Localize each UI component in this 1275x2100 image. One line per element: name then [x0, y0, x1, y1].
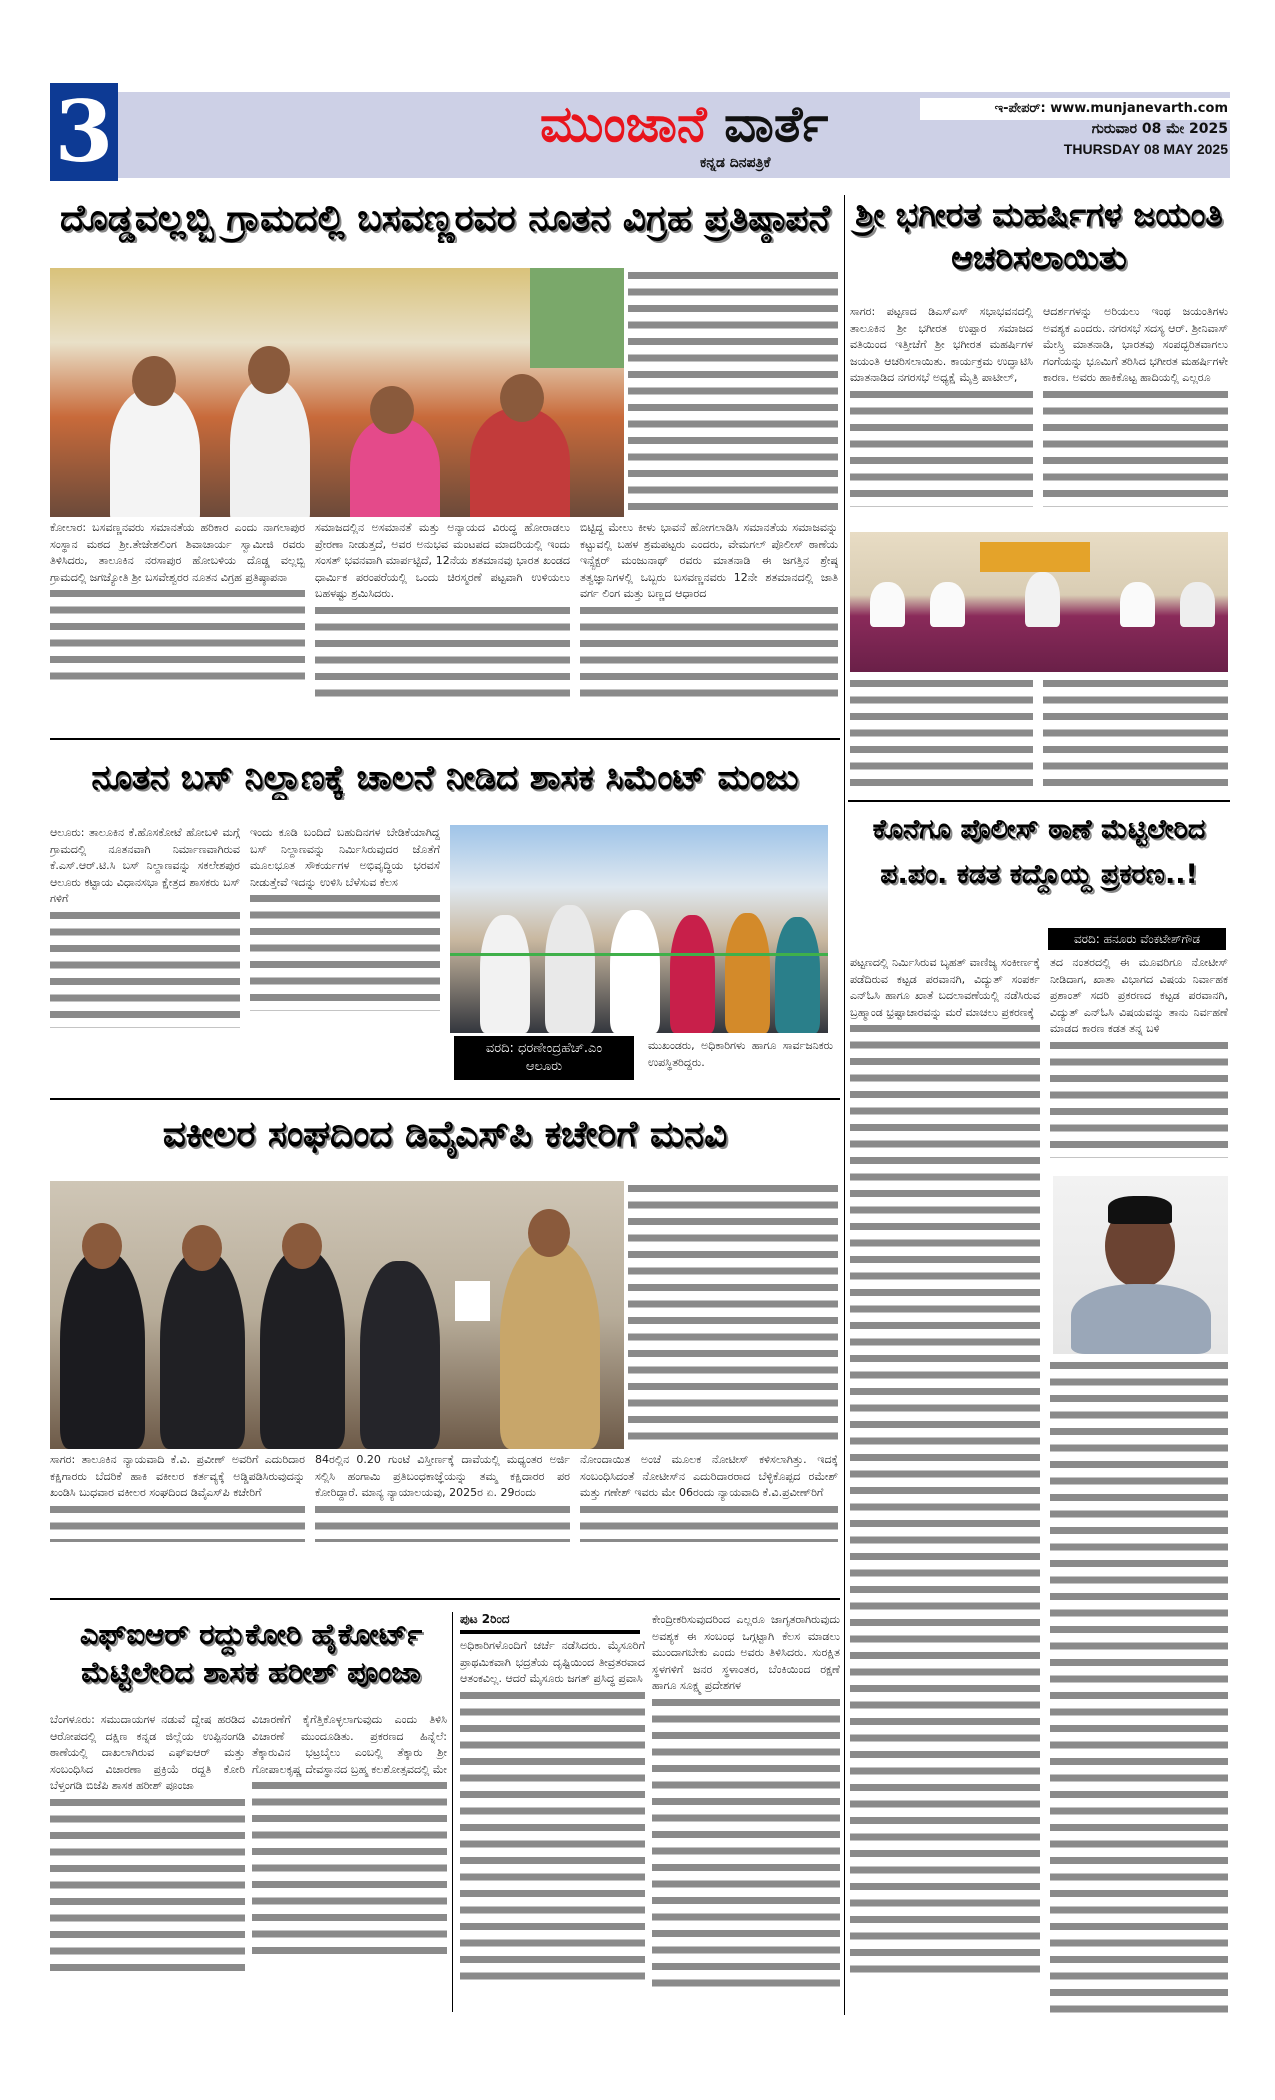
bus-column-1: ಆಲೂರು: ತಾಲೂಕಿನ ಕೆ.ಹೊಸಕೋಟೆ ಹೋಬಳಿ ಮಗ್ಗೆ ಗ್ರಾಮದಲ್ಲಿ ನೂತನವಾಗಿ ನಿರ್ಮಾಣವಾಗಿರುವ ಕೆ.ಎಸ್.ಆರ್.ಟಿ.ಸಿ ಬಸ್ ನಿಲ್ದಾಣವನ್ನು ಸಕಲೇಶಪುರ ಆಲೂರು ಕಟ್ಟಾಯ ವಿಧಾನಸಭಾ ಕ್ಷೇತ್ರದ ಶಾಸಕರು ಬಸ್ ಗಳಿಗೆ: [50, 825, 240, 1080]
photo-bhagiratha-jayanthi: [850, 532, 1228, 672]
divider: [50, 738, 840, 740]
advocates-column-1: ಸಾಗರ: ತಾಲೂಕಿನ ನ್ಯಾಯವಾದಿ ಕೆ.ವಿ. ಪ್ರವೀಣ್ ಅವರಿಗೆ ಎದುರಿದಾರ ಕಕ್ಷಿಗಾರರು ಬೆದರಿಕೆ ಹಾಕಿ ವಕೀಲರ ಕರ್ತವ್ಯಕ್ಕೆ ಅಡ್ಡಿಪಡಿಸಿರುವುದನ್ನು ಖಂಡಿಸಿ ಬುಧವಾರ ವಕೀಲರ ಸಂಘದಿಂದ ಡಿವೈಎಸ್‌ಪಿ ಕಚೇರಿಗೆ: [50, 1452, 305, 1592]
headline-line-2: ಪ.ಪಂ. ಕಡತ ಕದ್ದೊಯ್ದ ಪ್ರಕರಣ..!: [880, 859, 1198, 891]
continued-label: ಪುಟ 2ರಿಂದ: [460, 1612, 510, 1626]
divider: [50, 1098, 840, 1100]
bhagiratha-column-2: ಆದರ್ಶಗಳನ್ನು ಅರಿಯಲು ಇಂಥ ಜಯಂತಿಗಳು ಅವಶ್ಯಕ ಎಂದರು. ನಗರಸಭೆ ಸದಸ್ಯ ಆರ್. ಶ್ರೀನಿವಾಸ್ ಮೇಸ್ತ್ರಿ ಮಾತನಾಡಿ, ಭಾರತವು ಸಂಪದ್ಭರಿತವಾಗಲು ಗಂಗೆಯನ್ನು ಭೂಮಿಗೆ ತರಿಸಿದ ಭಗೀರತ ಮಹರ್ಷಿಗಳೇ ಕಾರಣ. ಅವರು ಹಾಕಿಕೊಟ್ಟ ಹಾದಿಯಲ್ಲಿ ಎಲ್ಲರೂ: [1043, 304, 1228, 530]
logo-red-word: ಮುಂಜಾನೆ: [540, 95, 707, 153]
advocates-column-3: ನೋಂದಾಯಿತ ಅಂಚೆ ಮೂಲಕ ನೋಟೀಸ್ ಕಳಿಸಲಾಗಿತ್ತು. ಇದಕ್ಕೆ ಸಂಬಂಧಿಸಿದಂತೆ ನೋಟೀಸ್‌ನ ಎದುರಿದಾರರಾದ ಬೆಳ್ಳಿಕೊಪ್ಪದ ರಮೇಶ್ ಮತ್ತು ಗಣೇಶ್ ಇವರು ಮೇ 06ರಂದು ನ್ಯಾಯವಾದಿ ಕೆ.ವಿ.ಪ್ರವೀಣ್‌ರಿಗೆ: [580, 1452, 838, 1592]
basava-column-3: ಬಿಟ್ಟಿದ್ದ ಮೇಲು ಕೀಳು ಭಾವನೆ ಹೋಗಲಾಡಿಸಿ ಸಮಾನತೆಯ ಸಮಾಜವನ್ನು ಕಟ್ಟುವಲ್ಲಿ ಬಹಳ ಶ್ರಮಪಟ್ಟರು ಎಂದರು, ವೇಮಗಲ್ ಪೊಲೀಸ್ ಠಾಣೆಯ ಇನ್ಸ್ಪೆಕ್ಟರ್ ಮಂಜುನಾಥ್ ರವರು ಮಾತನಾಡಿ ಈ ಜಗತ್ತಿನ ಶ್ರೇಷ್ಠ ತತ್ವಜ್ಞಾನಿಗಳಲ್ಲಿ ಒಬ್ಬರು ಬಸವಣ್ಣನವರು 12ನೇ ಶತಮಾನದಲ್ಲಿ ಜಾತಿ ವರ್ಗ ಲಿಂಗ ಮತ್ತು ಬಣ್ಣದ ಆಧಾರದ: [580, 520, 838, 725]
headline-basava: ದೊಡ್ಡವಲ್ಲಬ್ಬಿ ಗ್ರಾಮದಲ್ಲಿ ಬಸವಣ್ಣರವರ ನೂತನ ವಿಗ್ರಹ ಪ್ರತಿಷ್ಠಾಪನೆ: [60, 198, 830, 239]
police-byline: ವರದಿ: ಹನೂರು ವೆಂಕಟೇಶ್‌ಗೌಡ: [1048, 928, 1226, 950]
police-column-2: ತದ ನಂತರದಲ್ಲಿ ಈ ಮೂವರಿಗೂ ನೋಟೀಸ್ ನೀಡಿದಾಗ, ಖಾತಾ ವಿಭಾಗದ ವಿಷಯ ನಿರ್ವಾಹಕ ಪ್ರಶಾಂತ್ ಸದರಿ ಪ್ರಕರಣದ ಕಟ್ಟಡ ಪರವಾನಗಿ, ವಿದ್ಯುತ್ ಎನ್‌ಓಸಿ ವಿಷಯವನ್ನು ತಾನು ನಿರ್ವಹಣೆ ಮಾಡದ ಕಾರಣ ಕಡತ ತನ್ನ ಬಳಿ: [1050, 955, 1228, 1175]
newspaper-logo: [540, 95, 828, 154]
column-divider: [844, 195, 845, 2015]
fir-column-2: ವಿಚಾರಣೆಗೆ ಕೈಗೆತ್ತಿಕೊಳ್ಳಲಾಗುವುದು ಎಂದು ತಿಳಿಸಿ ವಿಚಾರಣೆ ಮುಂದೂಡಿತು. ಪ್ರಕರಣದ ಹಿನ್ನೆಲೆ: ತೆಕ್ಕಾರುವಿನ ಭಟ್ರಬೈಲು ಎಂಬಲ್ಲಿ ತೆಕ್ಕಾರು ಶ್ರೀ ಗೋಪಾಲಕೃಷ್ಣ ದೇವಸ್ಥಾನದ ಬ್ರಹ್ಮ ಕಲಶೋತ್ಸವದಲ್ಲಿ ಮೇ: [252, 1712, 447, 2012]
date-kannada: ಗುರುವಾರ 08 ಮೇ 2025: [1091, 121, 1228, 137]
page-number: 3: [50, 83, 118, 181]
divider: [50, 1598, 840, 1600]
police-column-3: [1050, 1358, 1228, 2013]
column-divider: [452, 1612, 453, 2012]
police-column-1: ಪಟ್ಟಣದಲ್ಲಿ ನಿರ್ಮಿಸಿರುವ ಬೃಹತ್ ವಾಣಿಜ್ಯ ಸಂಕೀರ್ಣಕ್ಕೆ ಪಡೆದಿರುವ ಕಟ್ಟಡ ಪರವಾನಗಿ, ವಿದ್ಯುತ್ ಸಂಪರ್ಕ ಎನ್‌ಓಸಿ ಹಾಗೂ ಖಾತೆ ಬದಲಾವಣೆಯಲ್ಲಿ ನಡೆಸಿರುವ ಬ್ರಹ್ಮಾಂಡ ಭ್ರಷ್ಟಾಚಾರವನ್ನು ಮರೆ ಮಾಚಲು ಪ್ರಕರಣಕ್ಕೆ: [850, 955, 1040, 2013]
photo-advocates-memorandum: [50, 1181, 624, 1449]
headline-fir: ಎಫ್‌ಐಆರ್ ರದ್ದುಕೋರಿ ಹೈಕೋರ್ಟ್ ಮೆಟ್ಟಿಲೇರಿದ ಶಾಸಕ ಹರೀಶ್ ಪೂಂಜಾ: [79, 1617, 423, 1689]
advocates-intro-column: [628, 1181, 838, 1449]
bhagiratha-column-1: ಸಾಗರ: ಪಟ್ಟಣದ ಡಿಎಸ್‌ಎಸ್ ಸಭಾಭವನದಲ್ಲಿ ತಾಲೂಕಿನ ಶ್ರೀ ಭಗೀರತ ಉಪ್ಪಾರ ಸಮಾಜದ ವತಿಯಿಂದ ಇತ್ತೀಚೆಗೆ ಶ್ರೀ ಭಗೀರತ ಮಹರ್ಷಿಗಳ ಜಯಂತಿ ಆಚರಿಸಲಾಯಿತು. ಕಾರ್ಯಕ್ರಮ ಉದ್ಘಾಟಿಸಿ ಮಾತನಾಡಿದ ನಗರಸಭೆ ಅಧ್ಯಕ್ಷೆ ಮೈತ್ರಿ ಪಾಟೀಲ್,: [850, 304, 1033, 530]
headline-advocates: ವಕೀಲರ ಸಂಘದಿಂದ ಡಿವೈಎಸ್‌ಪಿ ಕಚೇರಿಗೆ ಮನವಿ: [162, 1114, 728, 1155]
divider: [848, 800, 1230, 802]
headline-bhagiratha: ಶ್ರೀ ಭಗೀರತ ಮಹರ್ಷಿಗಳ ಜಯಂತಿ ಆಚರಿಸಲಾಯಿತು: [855, 195, 1223, 277]
photo-basava-ceremony: [50, 268, 624, 517]
continued-column-1: ಅಧಿಕಾರಿಗಳೊಂದಿಗೆ ಚರ್ಚೆ ನಡೆಸಿದರು. ಮೈಸೂರಿಗೆ ಪ್ರಾಥಮಿಕವಾಗಿ ಭದ್ರತೆಯ ದೃಷ್ಟಿಯಿಂದ ತೀವ್ರತರವಾದ ಆತಂಕವಿಲ್ಲ. ಆದರೆ ಮೈಸೂರು ಜಗತ್ ಪ್ರಸಿದ್ಧ ಪ್ರವಾಸಿ: [460, 1638, 645, 2013]
headline-police-case: [850, 812, 1228, 892]
bus-caption-text: ಮುಖಂಡರು, ಅಧಿಕಾರಿಗಳು ಹಾಗೂ ಸಾರ್ವಜನಿಕರು ಉಪಸ್ಥಿತರಿದ್ದರು.: [648, 1039, 833, 1069]
continued-column-2: ಕೇಂದ್ರೀಕರಿಸುವುದರಿಂದ ಎಲ್ಲರೂ ಜಾಗೃತರಾಗಿರುವುದು ಅವಶ್ಯಕ ಈ ಸಂಬಂಧ ಒಗ್ಗಟ್ಟಾಗಿ ಕೆಲಸ ಮಾಡಲು ಮುಂದಾಗಬೇಕು ಎಂದು ಅವರು ತಿಳಿಸಿದರು. ಸುರಕ್ಷಿತ ಸ್ಥಳಗಳಿಗೆ ಜನರ ಸ್ಥಳಾಂತರ, ಬೆಂಕಿಯಿಂದ ರಕ್ಷಣೆ ಹಾಗೂ ಸೂಕ್ಷ್ಮ ಪ್ರದೇಶಗಳ: [652, 1612, 840, 2012]
fir-column-1: ಬೆಂಗಳೂರು: ಸಮುದಾಯಗಳ ನಡುವೆ ದ್ವೇಷ ಹರಡಿದ ಆರೋಪದಲ್ಲಿ ದಕ್ಷಿಣ ಕನ್ನಡ ಜಿಲ್ಲೆಯ ಉಪ್ಪಿನಂಗಡಿ ಠಾಣೆಯಲ್ಲಿ ದಾಖಲಾಗಿರುವ ಎಫ್‌ಐಆರ್ ಮತ್ತು ಸಂಬಂಧಿಸಿದ ವಿಚಾರಣಾ ಪ್ರಕ್ರಿಯೆ ರದ್ದತಿ ಕೋರಿ ಬೆಳ್ತಂಗಡಿ ಬಿಜೆಪಿ ಶಾಸಕ ಹರೀಶ್ ಪೂಂಜಾ: [50, 1712, 245, 2012]
basava-column-2: ಸಮಾಜದಲ್ಲಿನ ಅಸಮಾನತೆ ಮತ್ತು ಅನ್ಯಾಯದ ವಿರುದ್ಧ ಹೋರಾಡಲು ಪ್ರೇರಣಾ ನೀಡುತ್ತದೆ, ಅವರ ಅನುಭವ ಮಂಟಪದ ಮಾದರಿಯಲ್ಲಿ ಇಂದು ಸಂಸತ್ ಭವನವಾಗಿ ಮಾರ್ಪಟ್ಟಿದೆ, 12ನೆಯ ಶತಮಾನವು ಭಾರತ ಖಂಡದ ಧಾರ್ಮಿಕ ಪರಂಪರೆಯಲ್ಲಿ ಒಂದು ಚಿರಸ್ಮರಣೆ ಪಟ್ಟವಾಗಿ ಉಳಿಯಲು ಬಹಳಷ್ಟು ಶ್ರಮಿಸಿದರು.: [315, 520, 570, 725]
logo-black-word: ವಾರ್ತೆ: [724, 95, 829, 153]
headline-line-1: ಕೊನೆಗೂ ಪೊಲೀಸ್ ಠಾಣೆ ಮೆಟ್ಟಿಲೇರಿದ: [872, 814, 1206, 845]
headline-bus-stand: ನೂತನ ಬಸ್ ನಿಲ್ದಾಣಕ್ಕೆ ಚಾಲನೆ ನೀಡಿದ ಶಾಸಕ ಸಿಮೆಂಟ್ ಮಂಜು: [91, 758, 799, 798]
basava-intro-column: [628, 268, 838, 517]
tagline: ಕನ್ನಡ ದಿನಪತ್ರಿಕೆ: [700, 155, 771, 171]
bhagiratha-column-4: [1043, 676, 1228, 791]
photo-bus-stand-inauguration: [450, 825, 828, 1033]
basava-column-1: ಕೋಲಾರ: ಬಸವಣ್ಣನವರು ಸಮಾನತೆಯ ಹರಿಕಾರ ಎಂದು ನಾಗಲಾಪುರ ಸಂಸ್ಥಾನ ಮಠದ ಶ್ರೀ.ತೇಜೇಶಲಿಂಗ ಶಿವಾಚಾರ್ಯ ಸ್ವಾಮೀಜಿ ರವರು ತಿಳಿಸಿದರು, ತಾಲೂಕಿನ ನರಸಾಪುರ ಹೋಬಳಿಯ ದೊಡ್ಡ ವಲ್ಲಬ್ಬಿ ಗ್ರಾಮದಲ್ಲಿ ಜಗಜ್ಯೋತಿ ಶ್ರೀ ಬಸವೇಶ್ವರರ ನೂತನ ವಿಗ್ರಹ ಪ್ರತಿಷ್ಠಾಪನಾ: [50, 520, 305, 725]
continued-rule: [460, 1630, 640, 1634]
bus-column-2: ಇಂದು ಕೂಡಿ ಬಂದಿದೆ ಬಹುದಿನಗಳ ಬೇಡಿಕೆಯಾಗಿದ್ದ ಬಸ್ ನಿಲ್ದಾಣವನ್ನು ನಿರ್ಮಿಸಿರುವುದರ ಜೊತೆಗೆ ಮೂಲಭೂತ ಸೌಕರ್ಯಗಳ ಅಭಿವೃದ್ಧಿಯ ಭರವಸೆ ನೀಡುತ್ತೇವೆ ಇದನ್ನು ಉಳಿಸಿ ಬೆಳೆಸುವ ಕೆಲಸ: [250, 825, 440, 1080]
bhagiratha-column-3: [850, 676, 1033, 791]
advocates-column-2: 84ರಲ್ಲಿನ 0.20 ಗುಂಟೆ ವಿಸ್ತೀರ್ಣಕ್ಕೆ ದಾವೆಯಲ್ಲಿ ಮಧ್ಯಂತರ ಅರ್ಜಿ ಸಲ್ಲಿಸಿ ಹಂಗಾಮಿ ಪ್ರತಿಬಂಧಕಾಜ್ಞೆಯನ್ನು ತಮ್ಮ ಕಕ್ಷಿದಾರರ ಪರ ಕೋರಿದ್ದಾರೆ. ಮಾನ್ಯ ನ್ಯಾಯಾಲಯವು, 2025ರ ಏ. 29ರಂದು: [315, 1452, 570, 1592]
epaper-link[interactable]: ಇ-ಪೇಪರ್: www.munjanevarth.com: [920, 98, 1232, 120]
date-english: THURSDAY 08 MAY 2025: [1063, 141, 1228, 157]
bus-byline: ವರದಿ: ಧರಣೇಂದ್ರಹೆಚ್.ಎಂ ಆಲೂರು: [454, 1036, 634, 1080]
photo-reporter-portrait: [1053, 1176, 1228, 1354]
